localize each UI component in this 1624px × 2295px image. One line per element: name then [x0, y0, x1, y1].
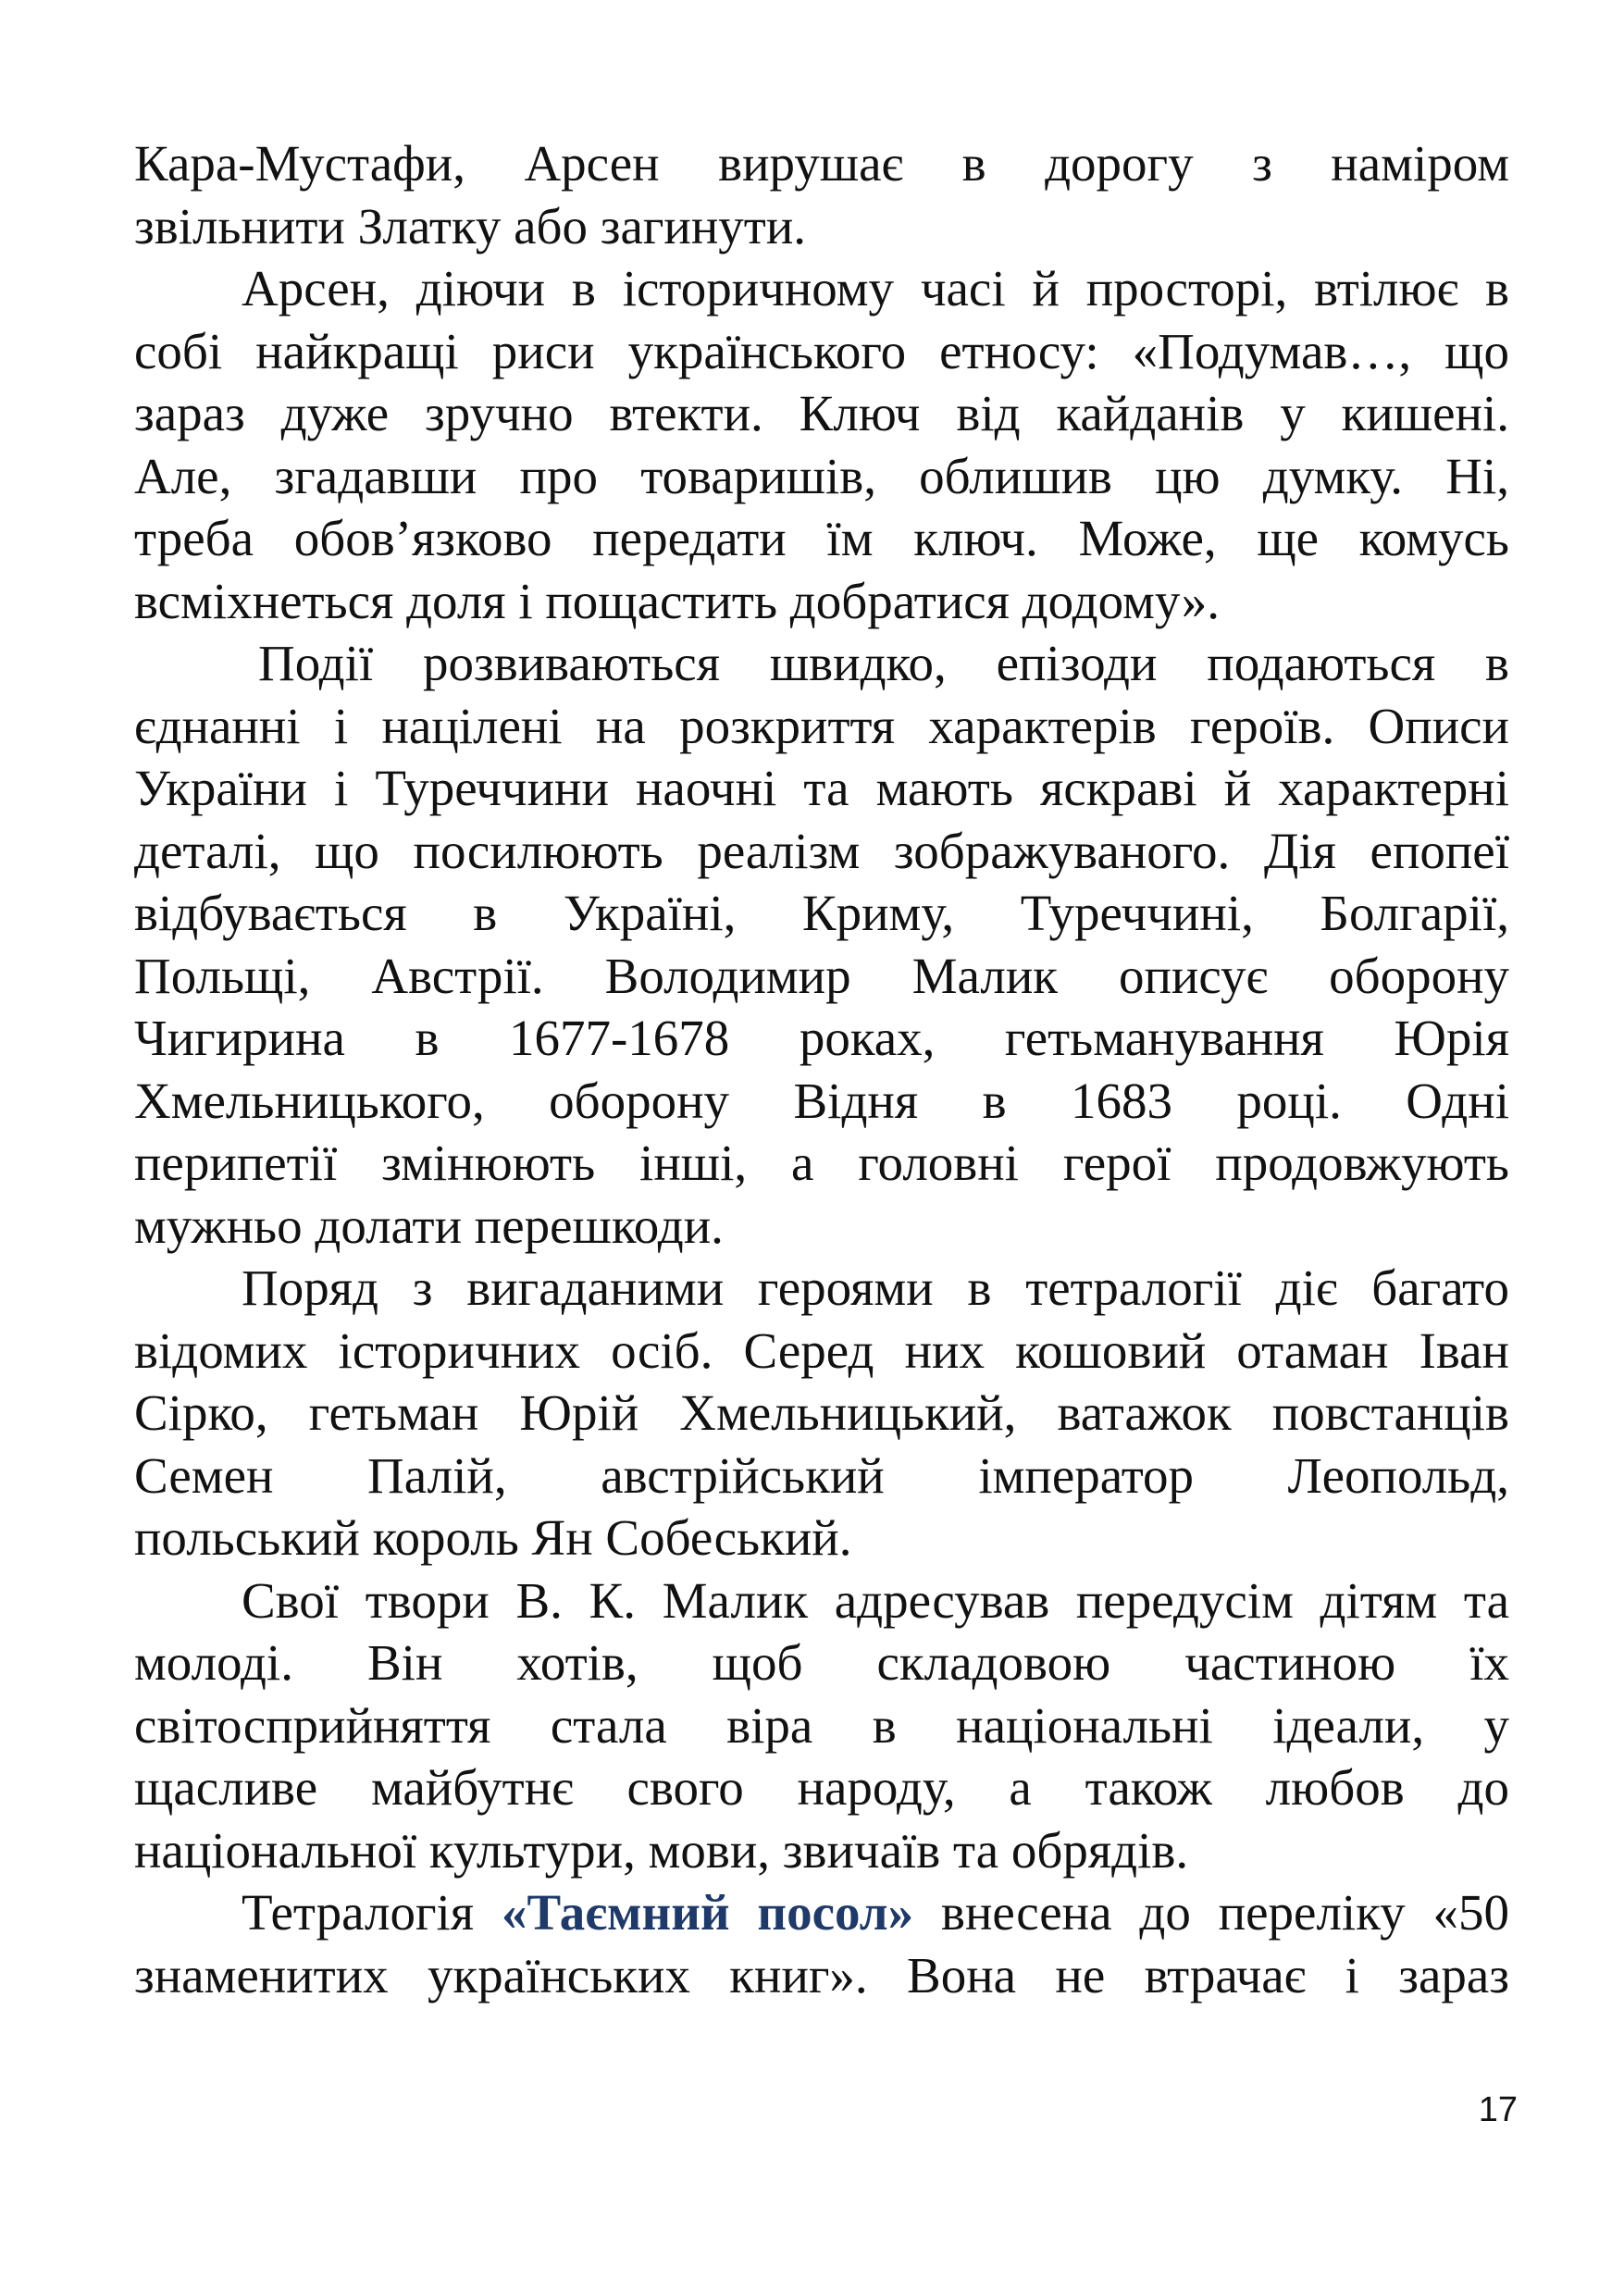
text-line: Хмельницького, оборону Відня в 1683 році. Одні [134, 1072, 1509, 1129]
paragraph-start-line: Свої твори В. К. Малик адресував передусім дітям та [242, 1571, 1509, 1629]
paragraph-start-line: Події розвиваються швидко, епізоди подаються в [258, 635, 1509, 691]
text-line: Чигирина в 1677-1678 роках, гетьманування Юрія [134, 1010, 1509, 1066]
text-line: зараз дуже зручно втекти. Ключ від кайданів у кишені. [134, 385, 1509, 441]
text-line: щасливе майбутнє свого народу, а також любов до [134, 1759, 1509, 1816]
text-fragment: внесена до переліку «50 [913, 1884, 1509, 1941]
text-line: молоді. Він хотів, щоб складовою частиною їх [134, 1634, 1509, 1691]
text-line: треба обов’язково передати їм ключ. Може, ще комусь [134, 510, 1509, 566]
text-line: Семен Палій, австрійський імператор Леопольд, [134, 1446, 1509, 1504]
text-line: Польщі, Австрії. Володимир Малик описує оборону [134, 947, 1509, 1004]
paragraph-start-line: Поряд з вигаданими героями в тетралогії діє багато [242, 1259, 1509, 1316]
text-line: Сірко, гетьман Юрій Хмельницький, ватажок повстанців [134, 1384, 1509, 1441]
paragraph-start-line [134, 1881, 1509, 1944]
page-number: 17 [1478, 2090, 1518, 2129]
text-line: польський король Ян Собеський. [134, 1509, 852, 1566]
text-line: світосприйняття стала віра в національні ідеали, у [134, 1696, 1509, 1754]
text-line: мужньо долати перешкоди. [134, 1197, 724, 1254]
text-line: деталі, що посилюють реалізм зображуваного. Дія епопеї [134, 822, 1509, 879]
text-line: звільнити Златку або загинути. [134, 197, 807, 254]
text-line: перипетії змінюють інші, а головні герої продовжують [134, 1135, 1509, 1191]
text-line: знаменитих українських книг». Вона не втрачає і зараз [134, 1946, 1509, 2003]
document-page [134, 132, 1509, 2006]
text-line: відбувається в Україні, Криму, Туреччині, Болгарії, [134, 885, 1509, 941]
text-line: єднанні і націлені на розкриття характерів героїв. Описи [134, 697, 1509, 754]
text-line: України і Туреччини наочні та мають яскраві й характерні [134, 760, 1509, 816]
text-fragment: Тетралогія [242, 1884, 502, 1941]
book-title: «Таємний посол» [501, 1884, 914, 1941]
text-line: Але, згадавши про товаришів, облишив цю думку. Ні, [134, 447, 1509, 504]
text-line: національної культури, мови, звичаїв та обрядів. [134, 1821, 1189, 1879]
text-line: всміхнеться доля і пощастить добратися додому». [134, 572, 1220, 629]
text-line: відомих історичних осіб. Серед них кошовий отаман Іван [134, 1321, 1509, 1379]
paragraph-start-line: Арсен, діючи в історичному часі й просторі, втілює в [242, 260, 1509, 316]
text-line: собі найкращі риси українського етносу: «Подумав…, що [134, 322, 1509, 379]
text-line: Кара-Мустафи, Арсен вирушає в дорогу з наміром [134, 135, 1509, 192]
